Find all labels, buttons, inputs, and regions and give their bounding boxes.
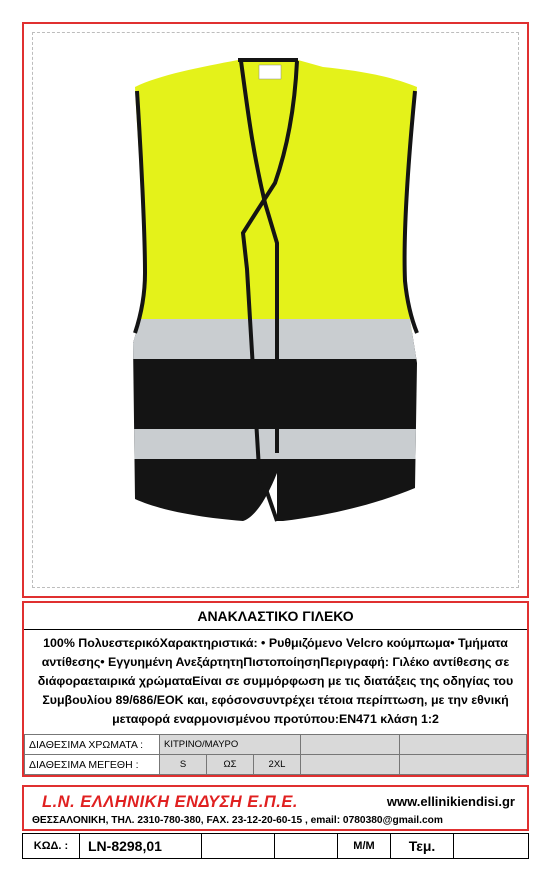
sizes-row — [25, 755, 527, 775]
code-value: LN-8298,01 — [80, 834, 202, 859]
reflective-vest-image — [33, 33, 522, 591]
unit-label: Μ/Μ — [338, 834, 391, 859]
product-info-panel — [22, 601, 529, 777]
unit-value: Τεμ. — [391, 834, 454, 859]
company-header — [22, 785, 529, 831]
company-name: L.N. ΕΛΛΗΝΙΚΗ ΕΝΔΥΣΗ Ε.Π.Ε. — [42, 793, 298, 811]
product-image-frame — [22, 22, 529, 598]
size-item: 2XL — [254, 755, 301, 775]
code-row — [23, 834, 529, 859]
size-item: ΩΣ — [207, 755, 254, 775]
product-image — [32, 32, 519, 588]
colors-label: ΔΙΑΘΕΣΙΜΑ ΧΡΩΜΑΤΑ : — [25, 735, 160, 755]
attributes-table — [24, 734, 527, 775]
size-item: S — [160, 755, 207, 775]
product-code-table — [22, 833, 529, 859]
vest-label-tag — [259, 65, 281, 79]
colors-row — [25, 735, 527, 755]
code-label: ΚΩΔ. : — [23, 834, 80, 859]
colors-value: ΚΙΤΡΙΝΟ/ΜΑΥΡΟ — [160, 735, 301, 755]
product-description: 100% ΠολυεστερικόΧαρακτηριστικά: • Ρυθμιζόμενο Velcro κούμπωμα• Τμήματα αντίθεσης• Εγγυημένη ΑνεξάρτητηΠιστοποίησηΠεριγραφή: Γιλέκο αντίθεσης σε διάφοραεταιρικά χρώματαΕίναι σε συμμόρφωση με τις διατάξεις της οδηγίας του Συμβουλίου 89/686/ΕΟΚ και, εφόσονσυντρέχει τέτοια περίπτωση, με την εθνική μεταφορά εναρμονισμένου προτύπου:EN471 κλάση 1:2 — [37, 636, 514, 726]
sizes-label: ΔΙΑΘΕΣΙΜΑ ΜΕΓΕΘΗ : — [25, 755, 160, 775]
product-title: ΑΝΑΚΛΑΣΤΙΚΟ ΓΙΛΕΚΟ — [24, 603, 527, 630]
company-website[interactable]: www.ellinikiendisi.gr — [386, 794, 515, 809]
company-address: ΘΕΣΣΑΛΟΝΙΚΗ, ΤΗΛ. 2310-780-380, FAX. 23-12-20-60-15 , email: 0780380@gmail.com — [32, 815, 443, 826]
